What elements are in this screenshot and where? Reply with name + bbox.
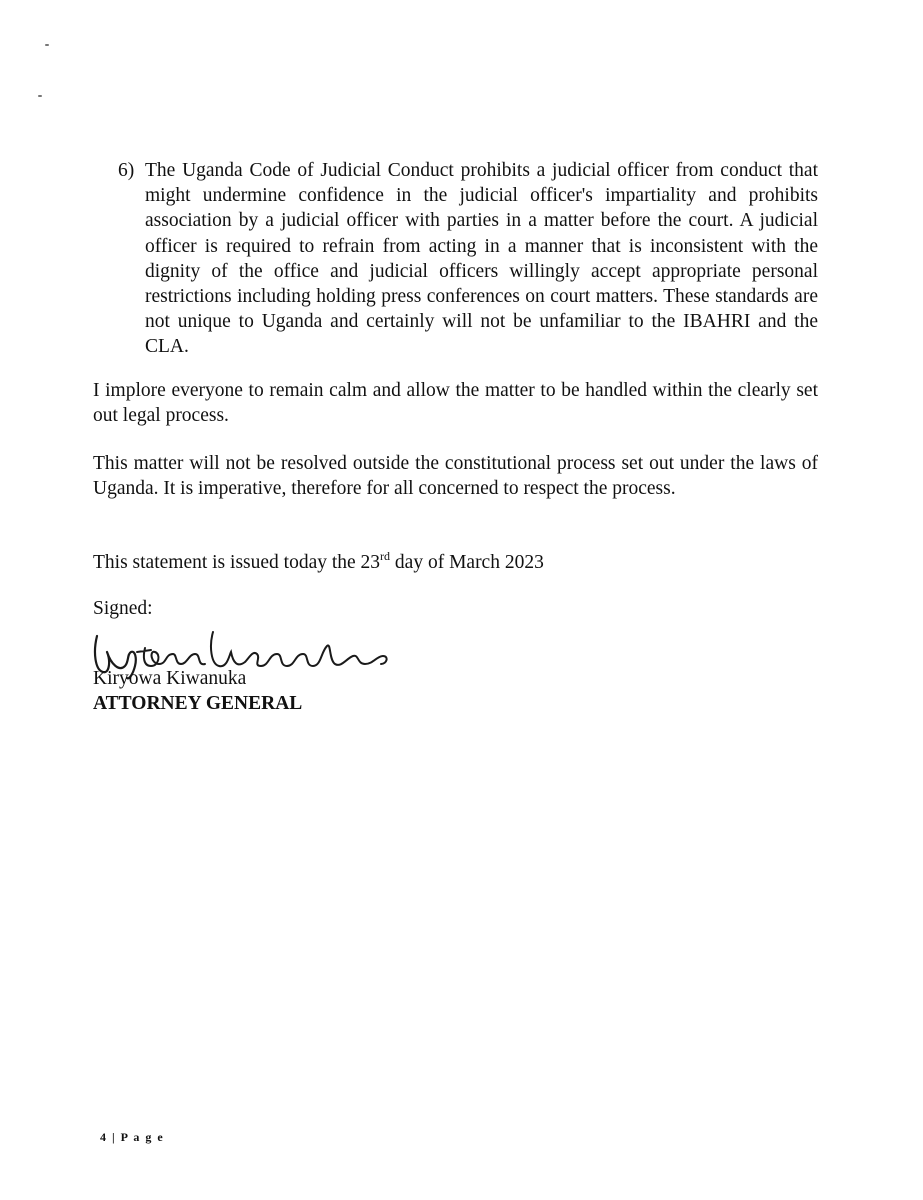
signer-title: ATTORNEY GENERAL — [93, 693, 303, 714]
scan-speck — [38, 95, 42, 97]
item-number: 6) — [118, 160, 135, 181]
statement-date — [93, 550, 818, 575]
page-footer — [100, 1130, 164, 1145]
paragraph-process: This matter will not be resolved outside the constitutional process set out under the laws of Uganda. It is imperative, therefore for all concerned to respect the process. — [93, 453, 818, 500]
statement-ordinal: rd — [380, 549, 391, 563]
statement-suffix: day of March 2023 — [390, 552, 544, 573]
signer-name: Kiryowa Kiwanuka — [93, 668, 247, 689]
page-number: 4 — [100, 1130, 108, 1144]
numbered-item — [118, 158, 818, 360]
statement-prefix: This statement is issued today the 23 — [93, 552, 381, 573]
signed-label: Signed: — [93, 598, 153, 619]
page-separator: | — [112, 1130, 117, 1144]
page-label: P a g e — [120, 1130, 165, 1144]
paragraph-calm: I implore everyone to remain calm and allow the matter to be handled within the clearly set out legal process. — [93, 380, 818, 427]
scan-speck — [45, 44, 49, 46]
item-text: The Uganda Code of Judicial Conduct prohibits a judicial officer from conduct that might undermine confidence in the judicial officer's impartiality and prohibits association by a judicial officer with parties in a matter before the court. A judicial officer is required to refrain from acting in a manner that is inconsistent with the dignity of the office and judicial officers willingly accept appropriate personal restrictions including holding press conferences on court matters. These standards are not unique to Uganda and certainly will not be unfamiliar to the IBAHRI and the CLA. — [145, 160, 818, 358]
